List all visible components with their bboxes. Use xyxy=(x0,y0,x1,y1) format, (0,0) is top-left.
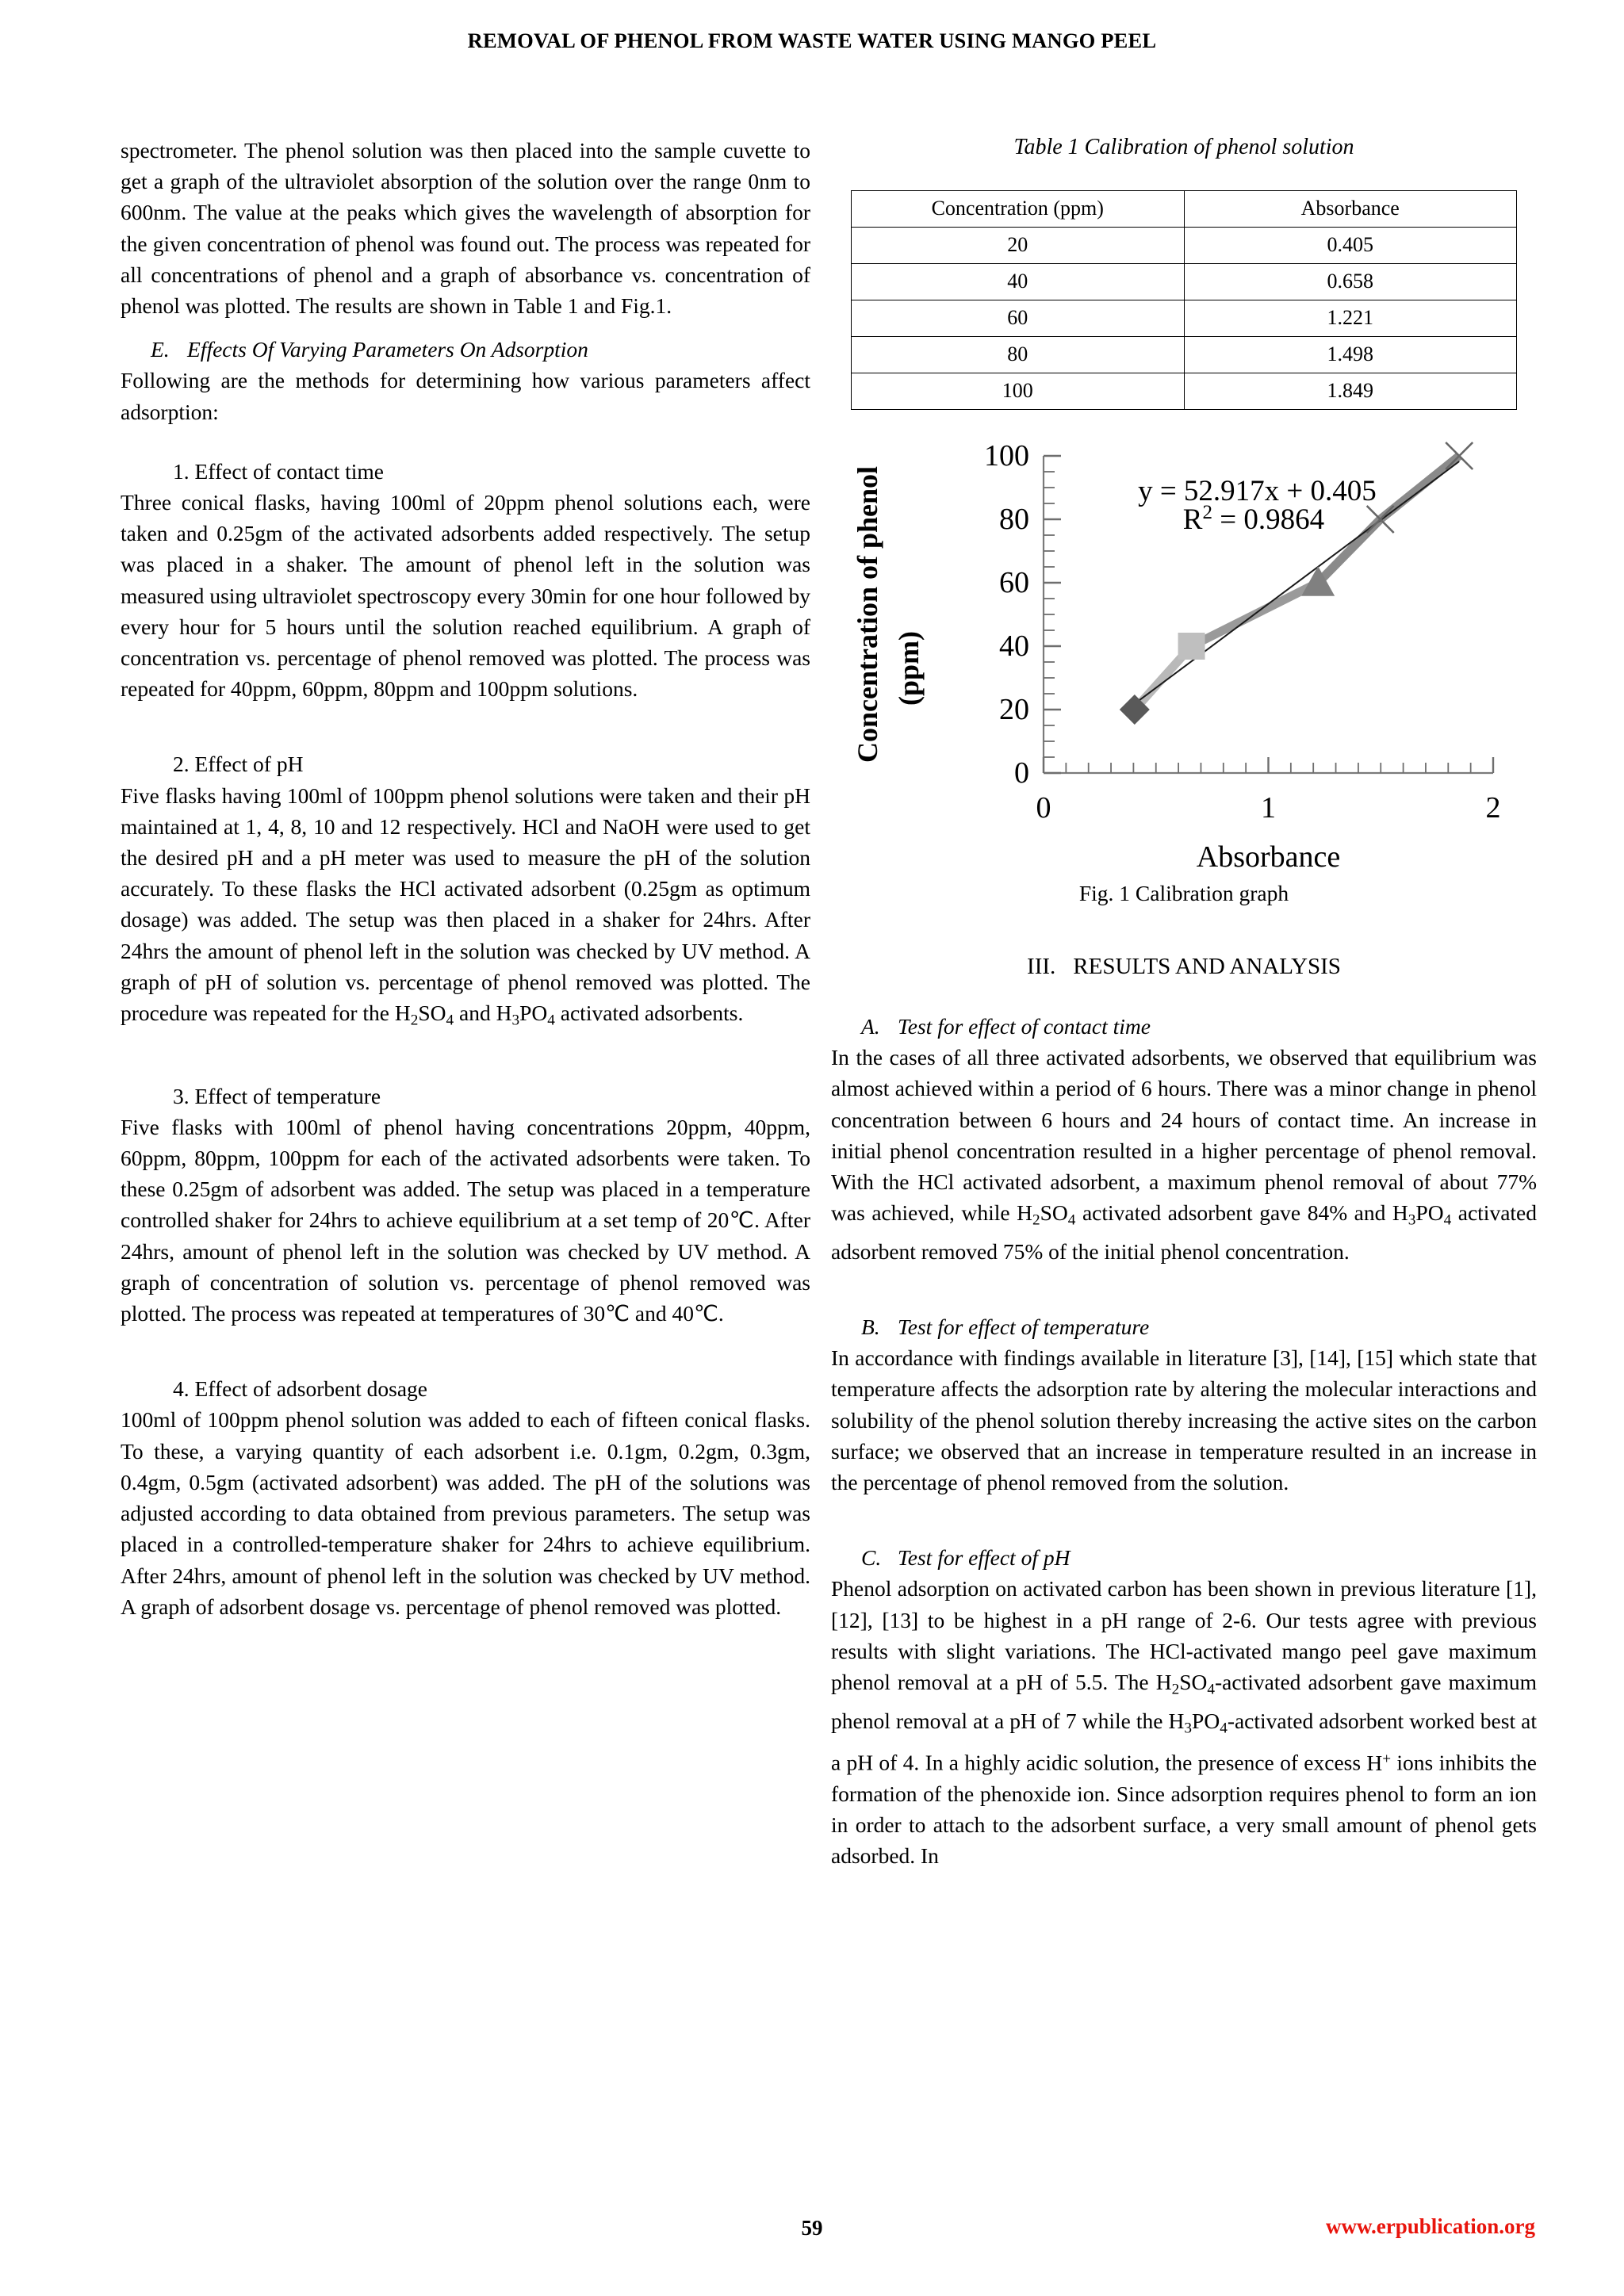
y-axis-tick-label: 100 xyxy=(984,442,1029,473)
footer-page-number: 59 xyxy=(801,2216,823,2240)
spacer xyxy=(121,704,810,748)
table-row xyxy=(852,228,1517,264)
calibration-chart xyxy=(831,442,1537,886)
spacer xyxy=(121,1036,810,1081)
subsection-title-c: Test for effect of pH xyxy=(898,1545,1071,1571)
paragraph-contact-time: Three conical flasks, having 100ml of 20ppm phenol solutions each, were taken and 0.25gm of the activated adsorbents added respectively. The setup was placed in a shaker. The amount of phenol left in the solution was measured using ultraviolet spectroscopy every 30min for one hour followed by every hour for 5 hours until the solution reached equilibrium. A graph of concentration vs. percentage of phenol removed was plotted. The process was repeated for 40ppm, 60ppm, 80ppm and 100ppm solutions. xyxy=(121,490,810,702)
table-header-absorbance: Absorbance xyxy=(1184,191,1517,228)
y-axis-tick-label: 80 xyxy=(999,503,1029,536)
subsection-title-e: Effects Of Varying Parameters On Adsorption xyxy=(187,337,588,362)
data-point-square xyxy=(1178,633,1205,660)
right-column xyxy=(831,135,1537,1872)
paragraph-ph-part3: activated adsorbents. xyxy=(554,1001,744,1026)
paragraph-ph-part2: and xyxy=(454,1001,496,1026)
paragraph-ph-part1: Five flasks having 100ml of 100ppm phenol solutions were taken and their pH maintained at 1, 4, 8, 10 and 12 respectively. HCl and NaOH were used to get the desired pH and a pH meter was used to measure the pH of the solution accurately. To these flasks the HCl activated adsorbent (0.25gm as optimum dosage) was added. The setup was then placed in a shaker for 24hrs. After 24hrs the amount of phenol left in the solution was checked by UV method. A graph of pH of solution vs. percentage of phenol removed was plotted. The procedure was repeated for the xyxy=(121,783,810,1026)
paragraph-ph-results xyxy=(831,1573,1537,1871)
paragraph-a-part2: activated adsorbent gave 84% and xyxy=(1075,1200,1392,1226)
subsection-label-b: B. xyxy=(861,1314,880,1339)
table-row xyxy=(852,264,1517,300)
spacer xyxy=(831,1498,1537,1542)
formula-h3po4: $H_3PO_4$ xyxy=(496,1001,555,1029)
chart-annotation-r2: $R^2 = 0.9864$ xyxy=(1182,501,1325,536)
paragraph-temperature: Five flasks with 100ml of phenol having concentrations 20ppm, 40ppm, 60ppm, 80ppm, 100ppm for each of the activated adsorbents were taken. To these 0.25gm of adsorbent was added. The setup was placed in a temperature controlled shaker for 24hrs to achieve equilibrium at a set temp of 20℃. After 24hrs, amount of phenol left in the solution was checked by UV method. A graph of concentration of solution vs. percentage of phenol removed was plotted. The process was repeated at temperatures of 30℃ and 40℃. xyxy=(121,1114,810,1326)
cell-absorbance: 1.221 xyxy=(1184,300,1517,337)
y-axis-tick-label: 20 xyxy=(999,693,1029,726)
paragraph-adsorbent-dosage: 100ml of 100ppm phenol solution was added to each of fifteen conical flasks. To these, a varying quantity of each adsorbent i.e. 0.1gm, 0.2gm, 0.3gm, 0.4gm, 0.5gm (activated adsorbent) was added. The pH of the solutions was adjusted according to data obtained from previous parameters. The setup was placed in a controlled-temperature shaker for 24hrs to achieve equilibrium. After 24hrs, amount of phenol left in the solution was checked by UV method. A graph of adsorbent dosage vs. percentage of phenol removed was plotted. xyxy=(121,1407,810,1619)
calibration-chart-svg xyxy=(831,442,1537,886)
formula-h-plus: H+ xyxy=(1366,1750,1392,1775)
subsection-title-a: Test for effect of contact time xyxy=(898,1014,1151,1039)
paragraph-c-part2: -activated adsorbent gave maximum phenol removal at a pH of 7 while the xyxy=(831,1670,1537,1733)
y-axis-tick-label: 60 xyxy=(999,566,1029,599)
cell-concentration: 40 xyxy=(852,264,1185,300)
paragraph-c-part1: Phenol adsorption on activated carbon has been shown in previous literature [1], [12], [13] to be highest in a pH range of 2-6. Our tests agree with previous results with slight variations. The HCl-activated mango peel gave maximum phenol removal at a pH of 5.5. The xyxy=(831,1576,1537,1695)
figure-caption: Fig. 1 Calibration graph xyxy=(1078,881,1289,905)
paragraph-a-part3: activated adsorbent removed 75% of the initial phenol concentration. xyxy=(831,1200,1538,1264)
spacer xyxy=(831,1267,1537,1311)
subsection-heading-a xyxy=(831,1011,1537,1042)
footer-url[interactable]: www.erpublication.org xyxy=(1325,2214,1535,2238)
formula-h2so4: $H_2SO_4$ xyxy=(1017,1200,1076,1229)
cell-concentration: 20 xyxy=(852,228,1185,264)
paragraph-c-part4: ions inhibits the formation of the phenoxide ion. Since adsorption requires phenol to form an ion in order to attach to the adsorbent surface, a very small amount of phenol gets adsorbed. In xyxy=(831,1750,1537,1869)
table-row xyxy=(852,300,1517,337)
section-heading-results xyxy=(831,951,1537,982)
table-row xyxy=(852,337,1517,373)
paragraph-following: Following are the methods for determining how various parameters affect adsorption: xyxy=(121,368,810,424)
spacer xyxy=(121,321,810,334)
formula-h3po4: $H_3PO_4$ xyxy=(1392,1200,1452,1229)
cell-absorbance: 0.658 xyxy=(1184,264,1517,300)
subsection-heading-c xyxy=(831,1542,1537,1573)
heading-effect-adsorbent-dosage: 4. Effect of adsorbent dosage xyxy=(173,1376,427,1402)
spacer xyxy=(121,427,810,456)
section-numeral: III. xyxy=(1027,954,1056,979)
paragraph-c-part3: -activated adsorbent worked best at a pH of 4. In a highly acidic solution, the presence of excess xyxy=(831,1708,1537,1775)
left-column xyxy=(121,135,810,1622)
y-axis-title: Concentration of phenol xyxy=(852,465,883,763)
table-header-concentration: Concentration (ppm) xyxy=(852,191,1185,228)
cell-concentration: 100 xyxy=(852,373,1185,410)
section-title: RESULTS AND ANALYSIS xyxy=(1073,954,1341,979)
y-axis-title-units: (ppm) xyxy=(893,630,925,706)
cell-concentration: 60 xyxy=(852,300,1185,337)
y-axis-tick-label: 0 xyxy=(1014,756,1029,790)
table-row xyxy=(852,373,1517,410)
heading-effect-contact-time: 1. Effect of contact time xyxy=(173,458,384,484)
paragraph-spectrometer: spectrometer. The phenol solution was then placed into the sample cuvette to get a graph of the ultraviolet absorption of the solution over the range 0nm to 600nm. The value at the peaks which gives the wavelength of absorption for the given concentration of phenol was found out. The process was repeated for all concentrations of phenol and a graph of absorbance vs. concentration of phenol was plotted. The results are shown in Table 1 and Fig.1. xyxy=(121,138,810,319)
subsection-heading-b xyxy=(831,1311,1537,1342)
table-header-row xyxy=(852,191,1517,228)
series-line-segment xyxy=(1381,456,1460,519)
cell-absorbance: 1.849 xyxy=(1184,373,1517,410)
cell-absorbance: 0.405 xyxy=(1184,228,1517,264)
formula-h2so4: $H_2SO_4$ xyxy=(394,1001,454,1029)
table-caption: Table 1 Calibration of phenol solution xyxy=(1013,135,1354,159)
running-head: REMOVAL OF PHENOL FROM WASTE WATER USING MANGO PEEL xyxy=(467,29,1157,52)
subsection-label-a: A. xyxy=(861,1014,880,1039)
y-axis-tick-label: 40 xyxy=(999,629,1029,663)
spacer xyxy=(831,982,1537,1011)
subsection-label-e: E. xyxy=(151,337,170,362)
chart-annotation-equation: y = 52.917x + 0.405 xyxy=(1138,475,1377,507)
calibration-table xyxy=(851,190,1517,410)
spacer xyxy=(121,1329,810,1373)
formula-h3po4: $H_3PO_4$ xyxy=(1168,1708,1228,1736)
cell-absorbance: 1.498 xyxy=(1184,337,1517,373)
heading-effect-temperature: 3. Effect of temperature xyxy=(173,1083,381,1108)
subsection-heading-e xyxy=(121,334,810,365)
paragraph-ph xyxy=(121,780,810,1036)
x-axis-tick-label: 0 xyxy=(1036,791,1051,825)
x-axis-tick-label: 1 xyxy=(1261,791,1276,825)
subsection-title-b: Test for effect of temperature xyxy=(898,1314,1150,1339)
paragraph-a-part1: In the cases of all three activated adsorbents, we observed that equilibrium was almost achieved within a period of 6 hours. There was a minor change in phenol concentration between 6 hours and 24 hours of contact time. An increase in initial phenol concentration resulted in a higher percentage of phenol removal. With the HCl activated adsorbent, a maximum phenol removal of about 77% was achieved, while xyxy=(831,1045,1537,1226)
x-axis-title: Absorbance xyxy=(1196,840,1341,874)
paragraph-temperature-results: In accordance with findings available in literature [3], [14], [15] which state that temperature affects the adsorption rate by altering the molecular interactions and solubility of the phenol solution thereby increasing the active sites on the carbon surface; we observed that an increase in temperature resulted in an increase in the percentage of phenol removed from the solution. xyxy=(831,1345,1537,1495)
heading-effect-ph: 2. Effect of pH xyxy=(173,752,304,777)
paragraph-contact-time-results xyxy=(831,1042,1537,1267)
x-axis-tick-label: 2 xyxy=(1485,791,1501,825)
cell-concentration: 80 xyxy=(852,337,1185,373)
subsection-label-c: C. xyxy=(861,1545,882,1571)
spacer xyxy=(831,906,1537,951)
formula-h2so4: $H_2SO_4$ xyxy=(1155,1670,1215,1698)
